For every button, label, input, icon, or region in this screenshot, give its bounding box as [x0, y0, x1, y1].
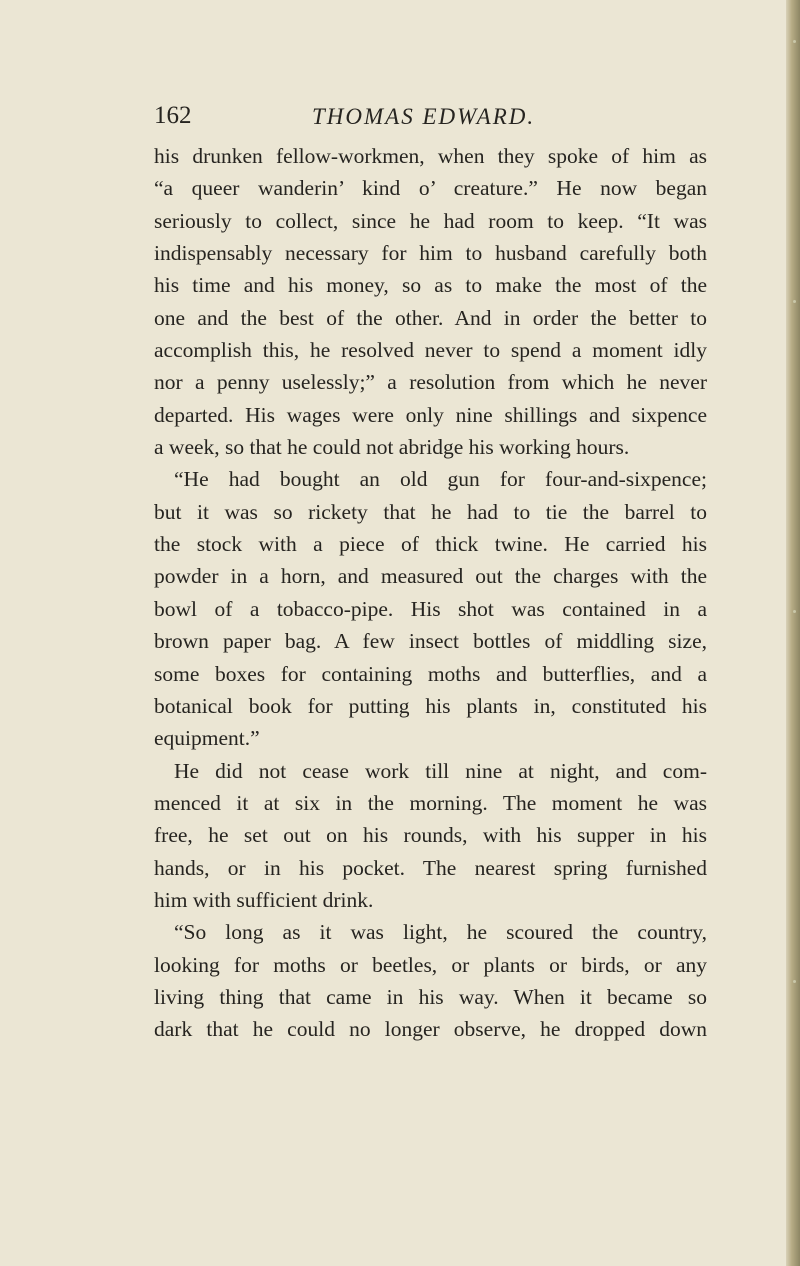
- page-speck: [793, 300, 796, 303]
- page-speck: [793, 40, 796, 43]
- text-line: menced it at six in the morning. The moment he was: [154, 790, 707, 815]
- text-line: dark that he could no longer observe, he dropped down: [154, 1017, 707, 1042]
- text-line: nor a penny uselessly;” a resolution from which he never: [154, 370, 707, 395]
- text-line: brown paper bag. A few insect bottles of middling size,: [154, 629, 707, 654]
- text-line: his time and his money, so as to make the most of the: [154, 273, 707, 298]
- text-line: looking for moths or beetles, or plants or birds, or any: [154, 952, 707, 977]
- running-head: THOMAS EDWARD.: [312, 104, 536, 129]
- body-text: [154, 140, 707, 1046]
- text-line: botanical book for putting his plants in, constituted his: [154, 693, 707, 718]
- text-line: “He had bought an old gun for four-and-sixpence;: [174, 467, 707, 492]
- text-line: his drunken fellow-workmen, when they spoke of him as: [154, 144, 707, 168]
- text-line: indispensably necessary for him to husband carefully both: [154, 241, 707, 266]
- text-line: “So long as it was light, he scoured the country,: [174, 920, 707, 945]
- text-line: hands, or in his pocket. The nearest spring furnished: [154, 855, 707, 880]
- text-line: bowl of a tobacco-pipe. His shot was contained in a: [154, 596, 707, 621]
- text-line: him with sufficient drink.: [154, 887, 374, 912]
- page-speck: [793, 980, 796, 983]
- text-line: some boxes for containing moths and butterflies, and a: [154, 661, 707, 686]
- text-line: equipment.”: [154, 726, 260, 751]
- text-line: living thing that came in his way. When it became so: [154, 984, 707, 1009]
- text-line: seriously to collect, since he had room to keep. “It was: [154, 208, 707, 233]
- text-line: “a queer wanderin’ kind o’ creature.” He now began: [154, 176, 707, 201]
- page-edge: [786, 0, 800, 1266]
- page-speck: [793, 610, 796, 613]
- text-line: He did not cease work till nine at night, and com-: [174, 758, 707, 783]
- text-line: free, he set out on his rounds, with his supper in his: [154, 823, 707, 848]
- text-line: accomplish this, he resolved never to spend a moment idly: [154, 338, 707, 363]
- text-line: one and the best of the other. And in order the better to: [154, 305, 707, 330]
- text-line: departed. His wages were only nine shillings and sixpence: [154, 402, 707, 427]
- text-line: a week, so that he could not abridge his working hours.: [154, 435, 630, 460]
- text-line: but it was so rickety that he had to tie the barrel to: [154, 499, 707, 524]
- text-line: powder in a horn, and measured out the charges with the: [154, 564, 707, 589]
- page-number: 162: [154, 102, 192, 129]
- page-header: [0, 98, 800, 138]
- text-line: the stock with a piece of thick twine. He carried his: [154, 532, 707, 557]
